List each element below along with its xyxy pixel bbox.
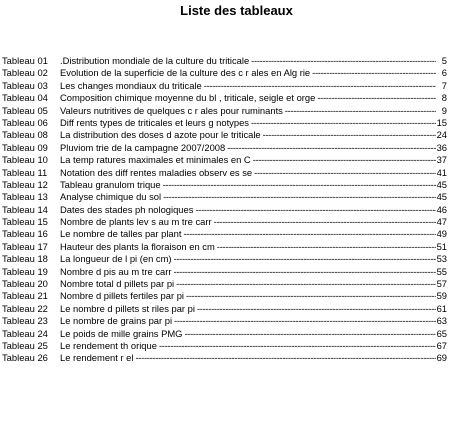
table-entry-title: Pluviom trie de la campagne 2007/2008 (60, 141, 226, 153)
table-entry-title: Le rendement th orique (60, 339, 157, 351)
table-entry-page: 53 (436, 253, 447, 265)
table-entry-title: Nombre de plants lev s au m tre carr (60, 216, 212, 228)
table-entry-number: Tableau 04 (2, 92, 48, 104)
table-entry-title: Composition chimique moyenne du bl , triticale, seigle et orge (60, 92, 316, 104)
table-entry-title: Le nombre d pillets st riles par pi (60, 302, 195, 314)
table-entry-page: 45 (436, 178, 447, 190)
dot-leader (285, 105, 436, 117)
table-entry-number: Tableau 03 (2, 79, 48, 91)
table-entry-page: 5 (441, 55, 447, 66)
dot-leader (174, 315, 436, 327)
table-entry-page: 59 (436, 290, 447, 302)
table-entry-title: Nombre total d pillets par pi (60, 278, 175, 290)
dot-leader (317, 92, 436, 104)
table-entry-number: Tableau 13 (2, 191, 48, 203)
table-entry[interactable] (2, 167, 447, 179)
table-entry-title: La longueur de l pi (en cm) (60, 253, 172, 265)
table-entry-page: 9 (441, 104, 447, 116)
dot-leader (197, 303, 436, 315)
dot-leader (135, 352, 435, 364)
table-entry-page: 45 (436, 191, 447, 203)
table-entry-number: Tableau 20 (2, 278, 48, 290)
table-entry-page: 55 (436, 265, 447, 277)
table-entry-number: Tableau 22 (2, 302, 48, 314)
table-entry[interactable] (2, 55, 447, 67)
table-entry-title: .Distribution mondiale de la culture du triticale (60, 55, 250, 66)
table-entry-number: Tableau 24 (2, 327, 48, 339)
table-entry-title: Dates des stades ph nologiques (60, 203, 194, 215)
table-entry[interactable] (2, 191, 447, 203)
table-entry-number: Tableau 15 (2, 216, 48, 228)
table-entry[interactable] (2, 117, 447, 129)
table-entry[interactable] (2, 266, 447, 278)
table-entry[interactable] (2, 303, 447, 315)
table-entry-page: 61 (436, 302, 447, 314)
table-entry-number: Tableau 25 (2, 339, 48, 351)
table-entry-page: 49 (436, 228, 447, 240)
table-entry[interactable] (2, 179, 447, 191)
table-entry-page: 46 (436, 203, 447, 215)
table-entry-number: Tableau 02 (2, 67, 48, 79)
table-entry-title: Nombre d pillets fertiles par pi (60, 290, 185, 302)
table-entry-title: Tableau granulom trique (60, 178, 161, 190)
dot-leader (312, 67, 436, 79)
table-entry-page: 15 (436, 116, 447, 128)
table-entry-title: La temp ratures maximales et minimales en C (60, 154, 251, 166)
table-entry-number: Tableau 16 (2, 228, 48, 240)
table-entry[interactable] (2, 278, 447, 290)
table-entry-title: Le nombre de grains par pi (60, 315, 173, 327)
table-entry-number: Tableau 17 (2, 240, 48, 252)
table-entry-page: 36 (436, 141, 447, 153)
table-entry[interactable] (2, 129, 447, 141)
table-entry-page: 63 (436, 315, 447, 327)
table-entry[interactable] (2, 92, 447, 104)
dot-leader (159, 340, 436, 352)
table-entry-page: 69 (436, 352, 447, 364)
table-entry-title: Evolution de la superficie de la culture des c r ales en Alg rie (60, 67, 311, 79)
table-entry-number: Tableau 12 (2, 178, 48, 190)
table-entry-number: Tableau 21 (2, 290, 48, 302)
table-entry[interactable] (2, 80, 447, 92)
table-entry-number: Tableau 01 (2, 55, 48, 66)
table-entry-title: Hauteur des plants la floraison en cm (60, 240, 215, 252)
dot-leader (227, 142, 435, 154)
dot-leader (263, 129, 436, 141)
table-entry-number: Tableau 19 (2, 265, 48, 277)
table-entry-page: 41 (436, 166, 447, 178)
table-entry[interactable] (2, 216, 447, 228)
dot-leader (176, 278, 435, 290)
dot-leader (204, 80, 436, 92)
dot-leader (186, 290, 436, 302)
table-entry-page: 37 (436, 154, 447, 166)
table-entry-page: 8 (441, 92, 447, 104)
table-entry[interactable] (2, 328, 447, 340)
table-entry[interactable] (2, 241, 447, 253)
dot-leader (184, 328, 435, 340)
table-entry[interactable] (2, 340, 447, 352)
table-entry-page: 7 (441, 79, 447, 91)
table-entry-title: Analyse chimique du sol (60, 191, 162, 203)
table-entry-title: Nombre d pis au m tre carr (60, 265, 172, 277)
table-entry[interactable] (2, 105, 447, 117)
dot-leader (163, 179, 436, 191)
table-entry-number: Tableau 23 (2, 315, 48, 327)
table-entry-number: Tableau 11 (2, 166, 48, 178)
dot-leader (251, 55, 436, 67)
table-entry-number: Tableau 06 (2, 116, 48, 128)
dot-leader (174, 253, 436, 265)
table-entry-title: Valeurs nutritives de quelques c r ales pour ruminants (60, 104, 283, 116)
table-entry[interactable] (2, 154, 447, 166)
table-entry[interactable] (2, 290, 447, 302)
table-entry-title: Notation des diff rentes maladies observ es se (60, 166, 253, 178)
table-entry[interactable] (2, 204, 447, 216)
table-entry[interactable] (2, 228, 447, 240)
page-title: Liste des tableaux (180, 3, 293, 18)
table-entry-page: 51 (436, 240, 447, 252)
table-entry-number: Tableau 10 (2, 154, 48, 166)
table-entry-page: 6 (441, 67, 447, 79)
table-entry-title: La distribution des doses d azote pour le triticale (60, 129, 261, 141)
table-entry[interactable] (2, 315, 447, 327)
dot-leader (163, 191, 435, 203)
dot-leader (214, 216, 436, 228)
table-entry-number: Tableau 18 (2, 253, 48, 265)
table-entry[interactable] (2, 67, 447, 79)
table-entry-title: Les changes mondiaux du triticale (60, 79, 202, 91)
table-entry-page: 65 (436, 327, 447, 339)
table-entry-number: Tableau 09 (2, 141, 48, 153)
table-list (2, 55, 447, 365)
table-entry-number: Tableau 05 (2, 104, 48, 116)
dot-leader (217, 241, 436, 253)
table-entry-number: Tableau 08 (2, 129, 48, 141)
table-entry[interactable] (2, 253, 447, 265)
dot-leader (174, 266, 436, 278)
table-entry-title: Le poids de mille grains PMG (60, 327, 183, 339)
table-entry-title: Diff rents types de triticales et leurs g notypes (60, 116, 249, 128)
dot-leader (195, 204, 435, 216)
table-entry-number: Tableau 14 (2, 203, 48, 215)
table-entry-number: Tableau 26 (2, 352, 48, 364)
table-entry-page: 67 (436, 339, 447, 351)
dot-leader (251, 117, 436, 129)
dot-leader (183, 228, 435, 240)
table-entry-page: 24 (436, 129, 447, 141)
table-entry-title: Le nombre de talles par plant (60, 228, 182, 240)
table-entry[interactable] (2, 142, 447, 154)
table-entry-title: Le rendement r el (60, 352, 134, 364)
dot-leader (253, 154, 436, 166)
table-entry-page: 57 (436, 278, 447, 290)
table-entry[interactable] (2, 352, 447, 364)
table-entry-page: 47 (436, 216, 447, 228)
dot-leader (254, 167, 435, 179)
